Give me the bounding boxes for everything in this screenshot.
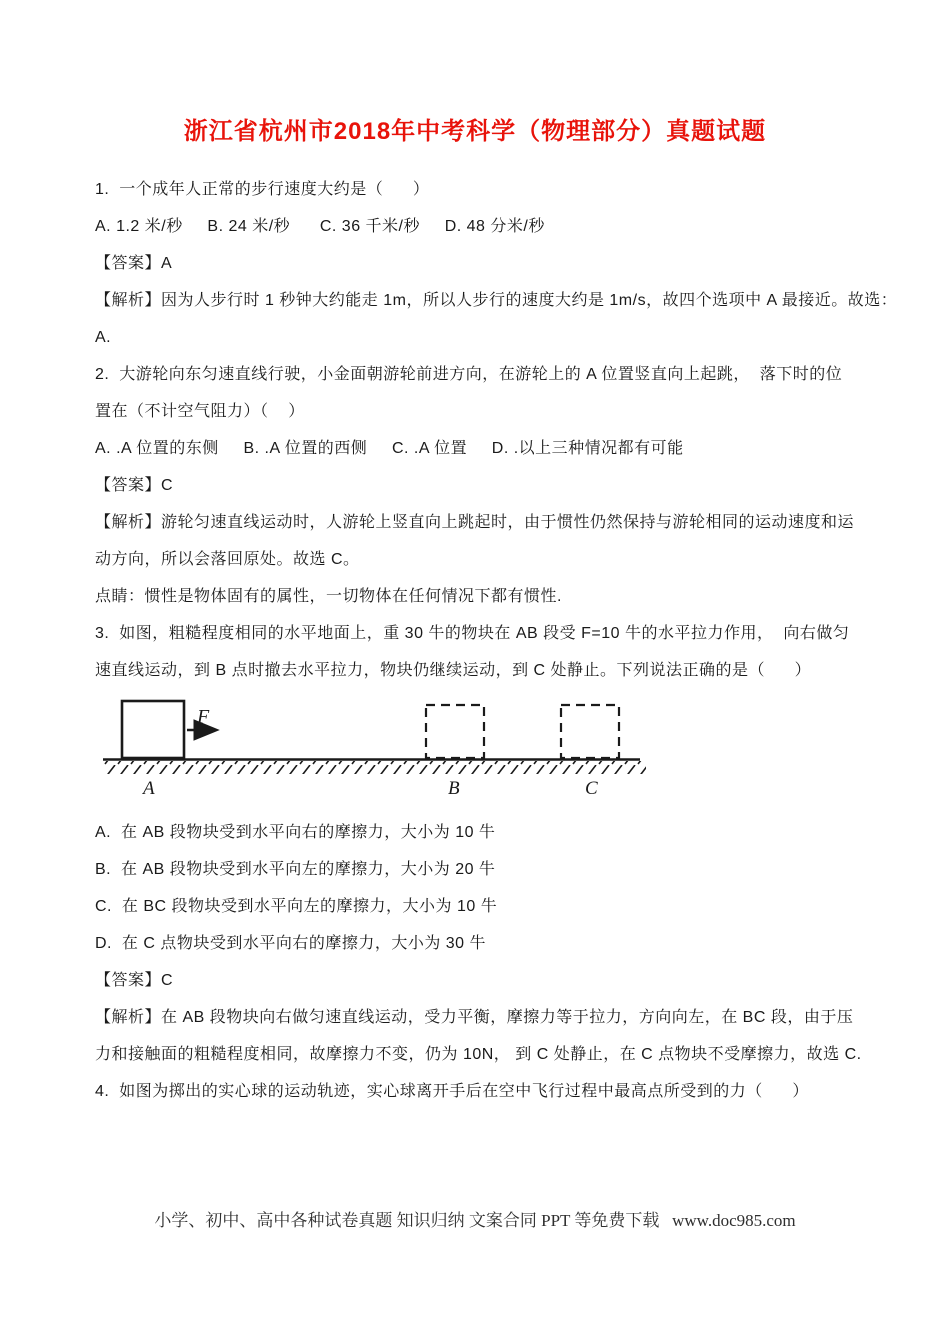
document-title: 浙江省杭州市2018年中考科学（物理部分）真题试题 (183, 118, 767, 145)
q3-option-c: C. 在 BC 段物块受到水平向左的摩擦力，大小为 10 牛 (95, 898, 498, 915)
q2-answer: 【答案】C (95, 477, 174, 494)
q2-options: A. .A 位置的东侧 B. .A 位置的西侧 C. .A 位置 D. .以上三种情况都有可能 (95, 440, 684, 457)
q2-analysis-line1: 【解析】游轮匀速直线运动时，人游轮上竖直向上跳起时，由于惯性仍然保持与游轮相同的运动速度和运 (95, 514, 855, 531)
ground-hatching (103, 761, 646, 774)
q4-stem: 4. 如图为掷出的实心球的运动轨迹，实心球离开手后在空中飞行过程中最高点所受到的力（ ） (95, 1083, 809, 1100)
ghost-block-c (561, 705, 619, 758)
q1-answer: 【答案】A (95, 255, 173, 272)
q3-option-a: A. 在 AB 段物块受到水平向右的摩擦力，大小为 10 牛 (95, 824, 496, 841)
label-point-a: A (143, 778, 155, 799)
label-point-b: B (448, 778, 460, 799)
q1-analysis-line2: A. (95, 329, 112, 346)
q3-figure (103, 695, 648, 800)
q1-stem: 1. 一个成年人正常的步行速度大约是（ ） (95, 181, 430, 198)
q2-stem-line2: 置在（不计空气阻力）（ ） (95, 403, 305, 420)
site-footer: 小学、初中、高中各种试卷真题 知识归纳 文案合同 PPT 等免费下载 www.doc985.com (154, 1211, 796, 1230)
q3-option-b: B. 在 AB 段物块受到水平向左的摩擦力，大小为 20 牛 (95, 861, 496, 878)
q2-analysis-line2: 动方向，所以会落回原处。故选 C。 (95, 551, 360, 568)
label-point-c: C (585, 778, 598, 799)
q1-options: A. 1.2 米/秒 B. 24 米/秒 C. 36 千米/秒 D. 48 分米/秒 (95, 218, 545, 235)
q3-analysis-line2: 力和接触面的粗糙程度相同，故摩擦力不变，仍为 10N， 到 C 处静止，在 C 点物块不受摩擦力，故选 C. (95, 1046, 862, 1063)
q2-tip: 点睛：惯性是物体固有的属性，一切物体在任何情况下都有惯性. (95, 588, 562, 605)
q3-stem-line1: 3. 如图，粗糙程度相同的水平地面上，重 30 牛的物块在 AB 段受 F=10 牛的水平拉力作用， 向右做匀 (95, 625, 850, 642)
q3-answer: 【答案】C (95, 972, 174, 989)
q3-stem-line2: 速直线运动，到 B 点时撤去水平拉力，物块仍继续运动，到 C 处静止。下列说法正确的是（ ） (95, 662, 812, 679)
ghost-block-b (426, 705, 484, 758)
force-label: F (197, 706, 210, 728)
q1-analysis-line1: 【解析】因为人步行时 1 秒钟大约能走 1m，所以人步行的速度大约是 1m/s，故四个选项中 A 最接近。故选： (95, 292, 898, 309)
block-a (122, 701, 184, 758)
q2-stem-line1: 2. 大游轮向东匀速直线行驶，小金面朝游轮前进方向，在游轮上的 A 位置竖直向上起跳， 落下时的位 (95, 366, 843, 383)
q3-option-d: D. 在 C 点物块受到水平向右的摩擦力，大小为 30 牛 (95, 935, 487, 952)
q3-analysis-line1: 【解析】在 AB 段物块向右做匀速直线运动，受力平衡，摩擦力等于拉力，方向向左，在 BC 段，由于压 (95, 1009, 854, 1026)
